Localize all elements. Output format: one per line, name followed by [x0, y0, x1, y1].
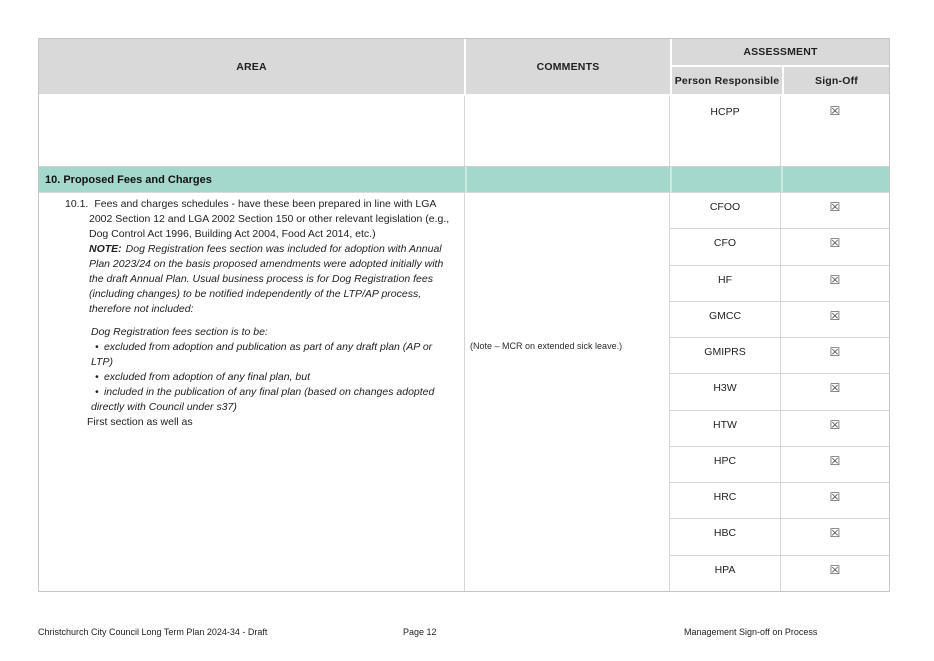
- person-code: HBC: [670, 519, 781, 554]
- column-header-sign-off: Sign-Off: [784, 67, 889, 94]
- assessment-row: [670, 519, 889, 555]
- checked-checkbox-icon[interactable]: ☒: [829, 490, 841, 505]
- person-code: GMIPRS: [670, 338, 781, 373]
- table-header: [39, 39, 889, 96]
- item-intro-text: Fees and charges schedules - have these been prepared in line with LGA 2002 Section 12 and LGA 2002 Section 150 or other relevant legislation (e.g., Dog Control Act 1996, Building Act 2004, Food Act 2014, etc.): [89, 198, 450, 240]
- signoff-cell: [781, 338, 889, 373]
- assessment-row: [670, 556, 889, 591]
- item-area-cell: [39, 193, 465, 591]
- signoff-cell: [781, 302, 889, 337]
- carryover-comments-cell: [465, 96, 670, 166]
- assessment-row: [670, 338, 889, 374]
- assessment-row: [670, 411, 889, 447]
- carryover-area-cell: [39, 96, 465, 166]
- signoff-cell: [781, 193, 889, 228]
- assessment-row: [670, 302, 889, 338]
- bullet-item: • excluded from adoption of any final plan, but: [39, 370, 454, 385]
- item-number: 10.1.: [65, 198, 89, 210]
- checked-checkbox-icon[interactable]: ☒: [829, 104, 841, 118]
- assessment-row: [670, 229, 889, 265]
- checked-checkbox-icon[interactable]: ☒: [829, 308, 841, 323]
- carryover-person-cell: HCPP: [670, 96, 781, 166]
- person-code: GMCC: [670, 302, 781, 337]
- checked-checkbox-icon[interactable]: ☒: [829, 417, 841, 432]
- person-code: HF: [670, 266, 781, 301]
- signoff-cell: [781, 556, 889, 591]
- person-code: CFOO: [670, 193, 781, 228]
- assessment-row: [670, 266, 889, 302]
- signoff-cell: [781, 374, 889, 409]
- item-note-paragraph: [39, 242, 454, 317]
- comment-note: (Note – MCR on extended sick leave.): [470, 341, 623, 351]
- carryover-signoff-cell: [781, 96, 889, 166]
- list-intro: Dog Registration fees section is to be:: [91, 326, 268, 338]
- signoff-table: [38, 38, 890, 592]
- section-title: 10. Proposed Fees and Charges: [45, 173, 212, 186]
- signoff-cell: [781, 266, 889, 301]
- table-row-item-10-1: [39, 193, 889, 591]
- signoff-cell: [781, 447, 889, 482]
- checked-checkbox-icon[interactable]: ☒: [829, 345, 841, 360]
- checked-checkbox-icon[interactable]: ☒: [829, 381, 841, 396]
- assessment-row: [670, 193, 889, 229]
- person-code: HTW: [670, 411, 781, 446]
- section-divider: [670, 167, 672, 192]
- person-code: CFO: [670, 229, 781, 264]
- footer-document-title: Christchurch City Council Long Term Plan 2024-34 - Draft: [38, 627, 268, 637]
- footer-page-number: Page 12: [403, 627, 437, 637]
- item-intro-paragraph: [39, 197, 454, 242]
- column-header-person-responsible: Person Responsible: [672, 67, 782, 94]
- column-header-comments: COMMENTS: [466, 39, 670, 94]
- person-code: HRC: [670, 483, 781, 518]
- assessment-row: [670, 483, 889, 519]
- checked-checkbox-icon[interactable]: ☒: [829, 236, 841, 251]
- column-header-area: AREA: [39, 39, 464, 94]
- signoff-cell: [781, 519, 889, 554]
- assessment-row: [670, 447, 889, 483]
- person-code: HPA: [670, 556, 781, 591]
- section-header-row: [39, 167, 889, 193]
- section-divider: [465, 167, 467, 192]
- note-text: Dog Registration fees section was included for adoption with Annual Plan 2023/24 on the basis proposed amendments were adopted initially with the draft Annual Plan. Usual business process is for Dog Registration fees (including changes) to be notified independently of the LTP/AP process, therefore not included:: [89, 243, 444, 315]
- person-code: HPC: [670, 447, 781, 482]
- footer-section-title: Management Sign-off on Process: [684, 627, 818, 637]
- checked-checkbox-icon[interactable]: ☒: [829, 272, 841, 287]
- person-code: H3W: [670, 374, 781, 409]
- table-row-carryover: [39, 96, 889, 167]
- assessment-row: [670, 374, 889, 410]
- checked-checkbox-icon[interactable]: ☒: [829, 562, 841, 577]
- checked-checkbox-icon[interactable]: ☒: [829, 453, 841, 468]
- note-label: NOTE:: [89, 243, 122, 255]
- assessment-grid: [670, 193, 889, 591]
- signoff-cell: [781, 229, 889, 264]
- checked-checkbox-icon[interactable]: ☒: [829, 200, 841, 214]
- signoff-cell: [781, 411, 889, 446]
- bullet-item: • included in the publication of any final plan (based on changes adopted directly with Council under s37): [39, 385, 454, 415]
- item-closing-text: First section as well as: [87, 416, 193, 428]
- checked-checkbox-icon[interactable]: ☒: [829, 526, 841, 541]
- bullet-item: • excluded from adoption and publication as part of any draft plan (AP or LTP): [39, 340, 454, 370]
- item-comments-cell: [465, 193, 670, 591]
- signoff-cell: [781, 483, 889, 518]
- section-divider: [781, 167, 783, 192]
- column-header-assessment: ASSESSMENT: [672, 39, 889, 65]
